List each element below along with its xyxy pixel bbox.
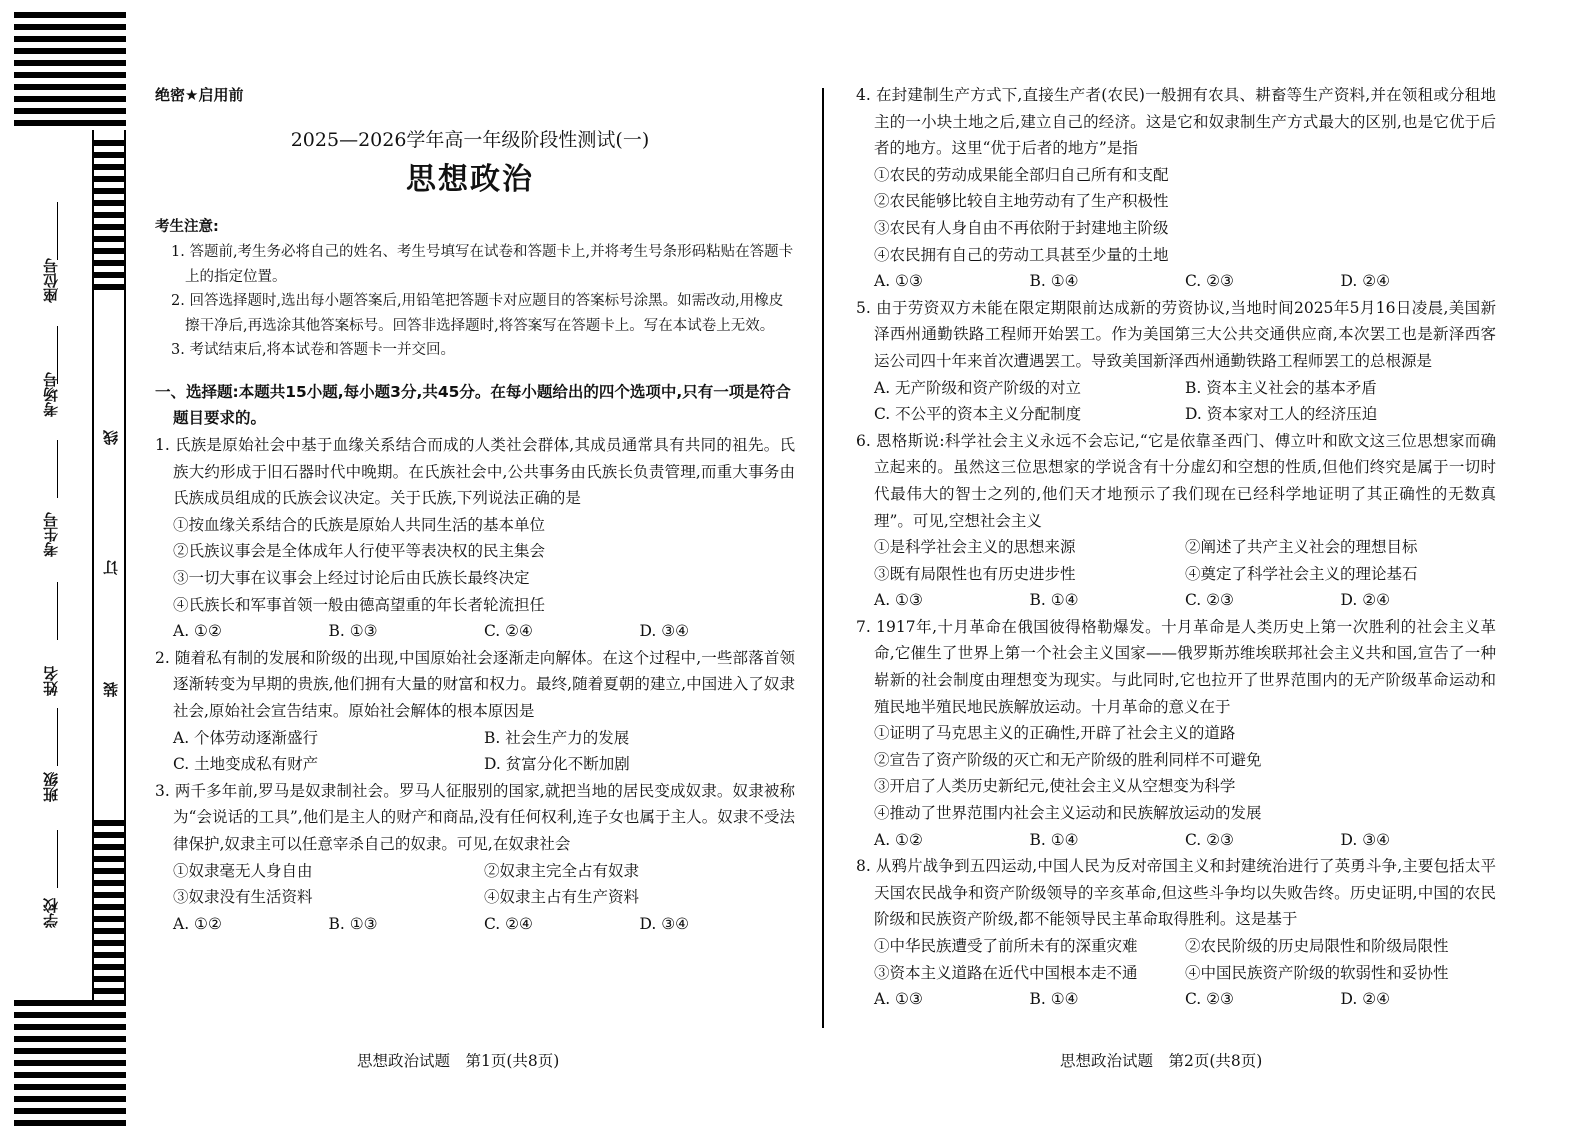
question-8-item: ④中国民族资产阶级的软弱性和妥协性 <box>1185 963 1449 982</box>
question-5-stem: 5. 由于劳资双方未能在限定期限前达成新的劳资协议,当地时间2025年5月16日凌晨,美国新泽西州通勤铁路工程师开始罢工。作为美国第三大公共交通供应商,本次罢工也是新泽西客运公司四十年来首次遭遇罢工。导致美国新泽西州通勤铁路工程师罢工的总根源是 <box>856 298 1496 370</box>
question-3-items-row <box>155 858 795 885</box>
choice-c: C. ②④ <box>484 622 533 641</box>
choice-b: B. ①③ <box>328 914 378 933</box>
question-6-choices <box>856 587 1496 614</box>
question-6-item: ③既有局限性也有历史进步性 <box>874 564 1076 583</box>
choice-a: A. 无产阶级和资产阶级的对立 <box>874 378 1082 397</box>
notice-item: 2. 回答选择题时,选出每小题答案后,用铅笔把答题卡对应题目的答案标号涂黑。如需改动,用橡皮擦干净后,再选涂其他答案标号。回答非选择题时,将答案写在答题卡上。写在本试卷上无效。 <box>171 293 784 334</box>
question-4-item: ①农民的劳动成果能全部归自己所有和支配 <box>874 165 1169 184</box>
choice-a: A. ①③ <box>874 272 923 291</box>
binding-strip <box>0 0 150 1138</box>
choice-b: B. 资本主义社会的基本矛盾 <box>1185 378 1377 397</box>
question-4-choices <box>856 268 1496 295</box>
question-6-item: ①是科学社会主义的思想来源 <box>874 538 1076 557</box>
question-2-choices-row <box>155 725 795 752</box>
question-3-choices <box>155 911 795 938</box>
class-label: 班级 <box>42 772 60 802</box>
question-1-item: ③一切大事在议事会上经过讨论后由氏族长最终决定 <box>173 569 530 588</box>
exam-title: 2025—2026学年高一年级阶段性测试(一) <box>290 128 650 151</box>
choice-a: A. ①② <box>874 830 923 849</box>
question-4-item: ③农民有人身自由不再依附于封建地主阶级 <box>874 218 1169 237</box>
question-6-items-row <box>856 561 1496 588</box>
bind-char-bind: 装 <box>102 682 120 697</box>
question-4-item: ②农民能够比较自主地劳动有了生产积极性 <box>874 192 1169 211</box>
question-3-item: ③奴隶没有生活资料 <box>173 888 313 907</box>
choice-d: D. 贫富分化不断加剧 <box>484 755 630 774</box>
choice-a: A. ①③ <box>874 990 923 1009</box>
question-3-items-row <box>155 884 795 911</box>
question-1-item: ②氏族议事会是全体成年人行使平等表决权的民主集会 <box>173 542 546 561</box>
question-8-item: ②农民阶级的历史局限性和阶级局限性 <box>1185 937 1449 955</box>
question-8-stem: 8. 从鸦片战争到五四运动,中国人民为反对帝国主义和封建统治进行了英勇斗争,主要包括太平天国农民战争和资产阶级领导的辛亥革命,但这些斗争均以失败告终。历史证明,中国的农民阶级和民族资产阶级,都不能领导民主革命取得胜利。这是基于 <box>856 857 1496 929</box>
bind-char-line: 线 <box>102 430 120 445</box>
exam-room-label: 考场号 <box>42 372 60 417</box>
page-1-footer: 思想政治试题 第1页(共8页) <box>357 1052 560 1070</box>
choice-b: B. ①④ <box>1029 591 1079 610</box>
question-3-item: ②奴隶主完全占有奴隶 <box>484 861 640 880</box>
choice-d: D. ③④ <box>1340 830 1391 849</box>
seat-number-label: 座位号 <box>42 258 60 303</box>
choice-d: D. ②④ <box>1340 990 1391 1009</box>
question-6-item: ④奠定了科学社会主义的理论基石 <box>1185 564 1418 583</box>
choice-c: C. ②③ <box>1185 272 1234 291</box>
choice-d: D. ②④ <box>1340 272 1391 291</box>
page-1-column <box>155 82 795 937</box>
notice-title: 考生注意: <box>155 218 219 235</box>
question-3-item: ①奴隶毫无人身自由 <box>173 861 313 880</box>
question-7-item: ④推动了世界范围内社会主义运动和民族解放运动的发展 <box>874 804 1262 823</box>
choice-b: B. ①④ <box>1029 830 1079 849</box>
question-1-choices <box>155 618 795 645</box>
choice-b: B. ①③ <box>328 622 378 641</box>
question-8-choices <box>856 986 1496 1013</box>
candidate-number-label: 考生号 <box>42 512 60 557</box>
notice-item: 1. 答题前,考生务必将自己的姓名、考生号填写在试卷和答题卡上,并将考生号条形码粘贴在答题卡上的指定位置。 <box>171 244 794 285</box>
choice-a: A. ①③ <box>874 591 923 610</box>
choice-a: A. ①② <box>173 914 222 933</box>
question-1-item: ①按血缘关系结合的氏族是原始人共同生活的基本单位 <box>173 515 546 534</box>
question-7-item: ②宣告了资产阶级的灭亡和无产阶级的胜利同样不可避免 <box>874 750 1262 769</box>
question-2-stem: 2. 随着私有制的发展和阶级的出现,中国原始社会逐渐走向解体。在这个过程中,一些部落首领逐渐转变为早期的贵族,他们拥有大量的财富和权力。最终,随着夏朝的建立,中国进入了奴隶社会,原始社会宣告结束。原始社会解体的根本原因是 <box>155 648 795 720</box>
question-3-item: ④奴隶主占有生产资料 <box>484 888 640 907</box>
page-2-footer: 思想政治试题 第2页(共8页) <box>1060 1052 1263 1070</box>
name-label: 姓名 <box>42 666 60 696</box>
question-6-items-row <box>856 534 1496 561</box>
choice-d: D. 资本家对工人的经济压迫 <box>1185 405 1378 424</box>
choice-c: C. 土地变成私有财产 <box>173 755 319 774</box>
subject-title: 思想政治 <box>406 162 534 198</box>
bind-char-staple: 订 <box>102 560 120 575</box>
question-7-choices <box>856 827 1496 854</box>
choice-c: C. ②④ <box>484 914 533 933</box>
section-heading: 一、选择题:本题共15小题,每小题3分,共45分。在每小题给出的四个选项中,只有一项是符合题目要求的。 <box>155 382 791 428</box>
choice-c: C. 不公平的资本主义分配制度 <box>874 405 1082 424</box>
choice-b: B. ①④ <box>1029 990 1079 1009</box>
choice-d: D. ③④ <box>639 914 690 933</box>
question-7-stem: 7. 1917年,十月革命在俄国彼得格勒爆发。十月革命是人类历史上第一次胜利的社会主义革命,它催生了世界上第一个社会主义国家——俄罗斯苏维埃联邦社会主义共和国,宣告了一种崭新的社会制度由理想变为现实。与此同时,它也拉开了世界范围内的无产阶级革命运动和殖民地半殖民地民族解放运动。十月革命的意义在于 <box>856 617 1496 716</box>
question-8-item: ①中华民族遭受了前所未有的深重灾难 <box>874 937 1138 955</box>
question-1-stem: 1. 氏族是原始社会中基于血缘关系结合而成的人类社会群体,其成员通常具有共同的祖先。氏族大约形成于旧石器时代中晚期。在氏族社会中,公共事务由氏族长负责管理,而重大事务由氏族成员组成的氏族会议决定。关于氏族,下列说法正确的是 <box>155 436 795 508</box>
question-3-stem: 3. 两千多年前,罗马是奴隶制社会。罗马人征服别的国家,就把当地的居民变成奴隶。奴隶被称为“会说话的工具”,他们是主人的财产和商品,没有任何权利,连子女也属于主人。奴隶不受法律保护,奴隶主可以任意宰杀自己的奴隶。可见,在奴隶社会 <box>155 781 795 853</box>
question-4-stem: 4. 在封建制生产方式下,直接生产者(农民)一般拥有农具、耕畜等生产资料,并在领租或分租地主的一小块土地之后,建立自己的经济。这是它和奴隶制生产方式最大的区别,也是它优于后者的地方。这里“优于后者的地方”是指 <box>856 86 1496 158</box>
confidential-mark: 绝密★启用前 <box>155 86 244 104</box>
choice-b: B. ①④ <box>1029 272 1079 291</box>
question-8-items-row <box>856 933 1496 960</box>
choice-a: A. ①② <box>173 622 222 641</box>
school-label: 学校 <box>42 898 60 928</box>
question-1-item: ④氏族长和军事首领一般由德高望重的年长者轮流担任 <box>173 595 546 614</box>
page-2-column <box>856 82 1496 1013</box>
choice-b: B. 社会生产力的发展 <box>484 728 630 747</box>
question-7-item: ③开启了人类历史新纪元,使社会主义从空想变为科学 <box>874 777 1236 796</box>
choice-d: D. ②④ <box>1340 591 1391 610</box>
question-2-choices-row <box>155 751 795 778</box>
question-6-item: ②阐述了共产主义社会的理想目标 <box>1185 538 1418 557</box>
question-8-item: ③资本主义道路在近代中国根本走不通 <box>874 963 1138 982</box>
notice-item: 3. 考试结束后,将本试卷和答题卡一并交回。 <box>171 342 456 359</box>
question-5-choices-row <box>856 401 1496 428</box>
question-6-stem: 6. 恩格斯说:科学社会主义永远不会忘记,“它是依靠圣西门、傅立叶和欧文这三位思想家而确立起来的。虽然这三位思想家的学说含有十分虚幻和空想的性质,但他们终究是属于一切时代最伟大的智士之列的,他们天才地预示了我们现在已经科学地证明了其正确性的无数真理”。可见,空想社会主义 <box>856 431 1496 530</box>
question-8-items-row <box>856 960 1496 987</box>
choice-c: C. ②③ <box>1185 990 1234 1009</box>
choice-c: C. ②③ <box>1185 591 1234 610</box>
choice-d: D. ③④ <box>639 622 690 641</box>
question-7-item: ①证明了马克思主义的正确性,开辟了社会主义的道路 <box>874 724 1236 743</box>
question-5-choices-row <box>856 375 1496 402</box>
question-4-item: ④农民拥有自己的劳动工具甚至少量的土地 <box>874 245 1169 264</box>
choice-c: C. ②③ <box>1185 830 1234 849</box>
choice-a: A. 个体劳动逐渐盛行 <box>173 728 319 747</box>
column-divider <box>822 88 824 1028</box>
